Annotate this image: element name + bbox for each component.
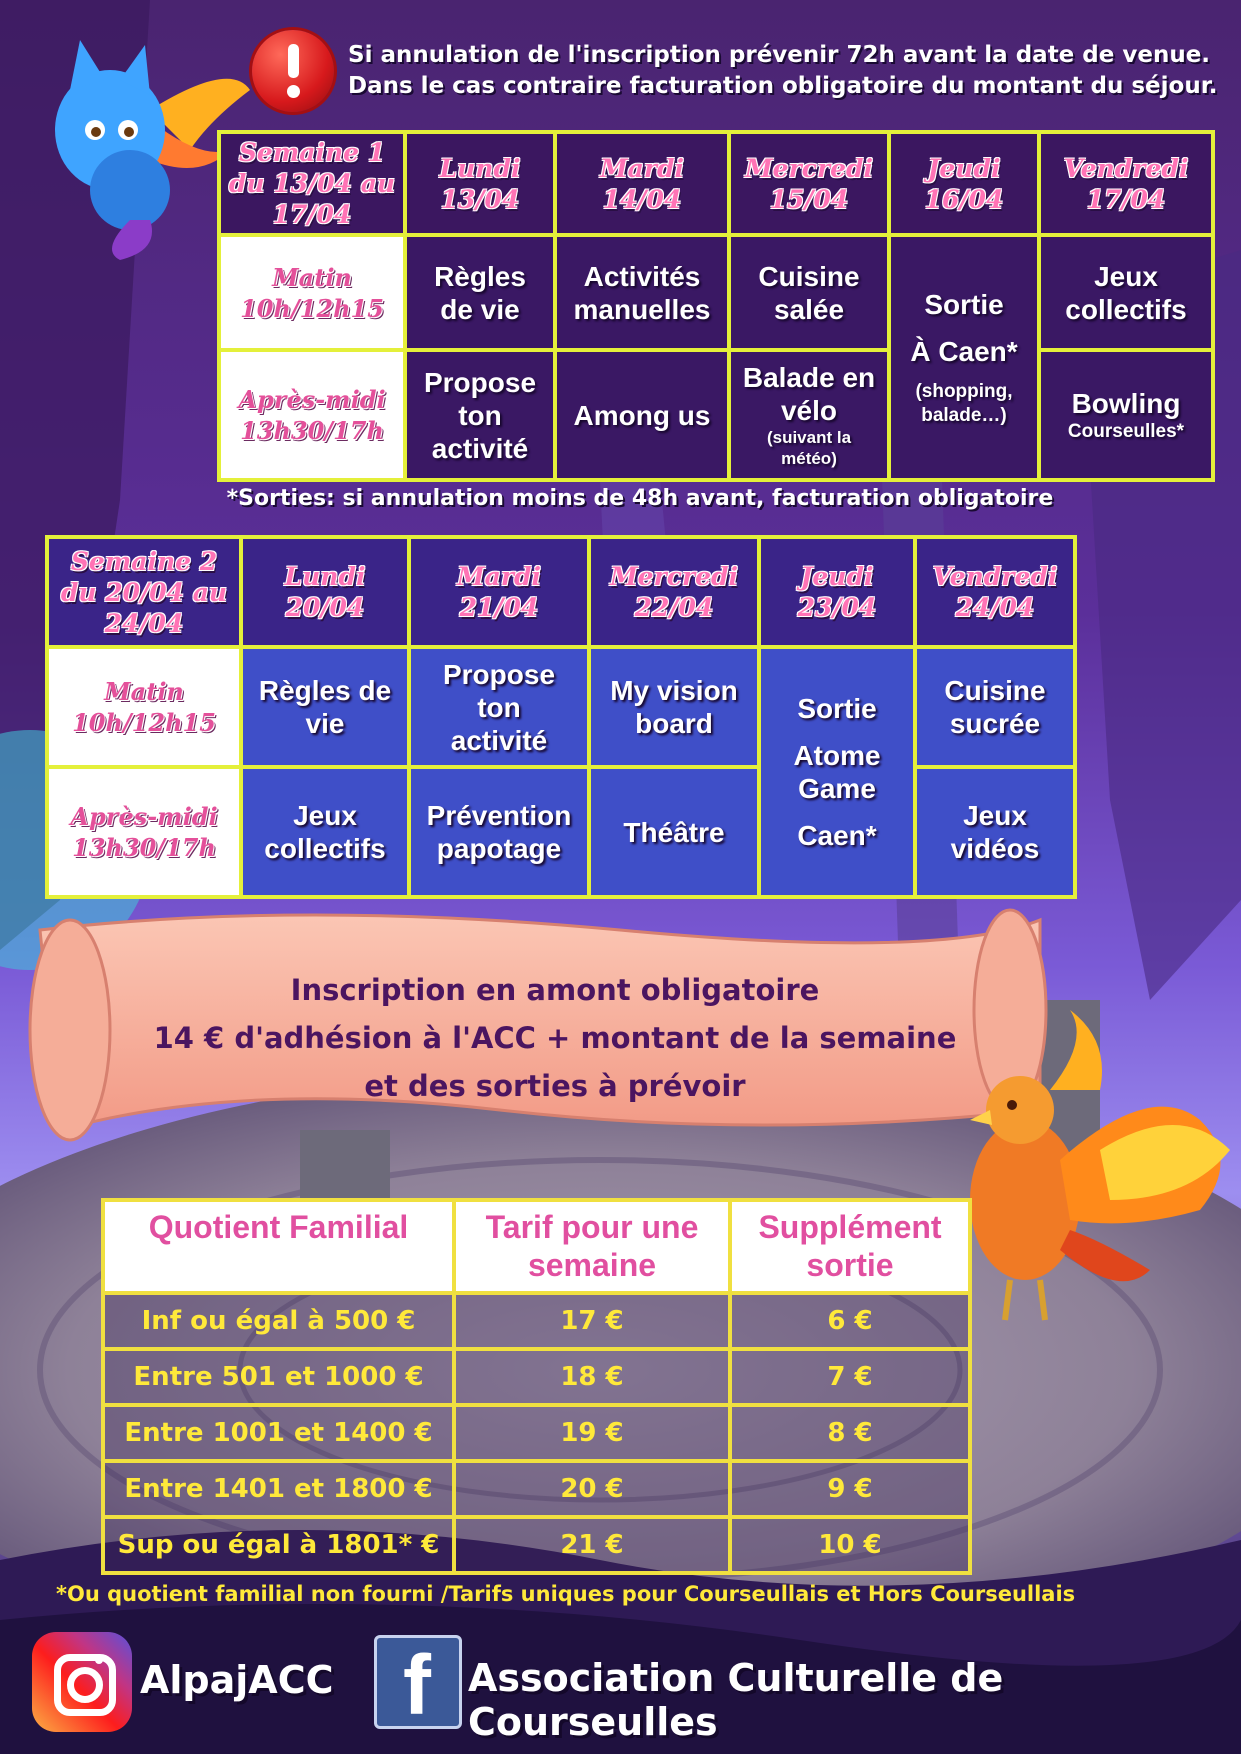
day-name: Vendredi bbox=[932, 562, 1058, 591]
instagram-handle[interactable]: AlpajACC bbox=[140, 1658, 334, 1702]
week1-day-header bbox=[889, 132, 1039, 235]
activity-line: Règles bbox=[434, 260, 526, 292]
week1-title-line: 17/04 bbox=[272, 200, 352, 229]
activity-line: Sortie bbox=[924, 288, 1004, 320]
activity-line: Cuisine bbox=[758, 260, 860, 292]
week-price-cell: 19 € bbox=[454, 1405, 730, 1461]
week1-schedule-table bbox=[217, 130, 1215, 482]
morning-label bbox=[219, 235, 405, 350]
activity-line: activité bbox=[431, 432, 529, 464]
week2-title-line: 24/04 bbox=[104, 608, 184, 638]
activity-line: Théâtre bbox=[623, 816, 725, 848]
table-row bbox=[103, 1461, 970, 1517]
activity-line: Propose bbox=[442, 658, 556, 690]
week1-day-header bbox=[555, 132, 729, 235]
activity-line: manuelles bbox=[573, 293, 711, 325]
week2-title-line: du 20/04 au bbox=[60, 577, 228, 607]
activity-line: Jeux bbox=[963, 800, 1027, 831]
week2-title-line: Semaine 2 bbox=[70, 546, 218, 576]
table-row bbox=[103, 1517, 970, 1573]
activity-detail: (suivant la bbox=[766, 428, 852, 447]
week1-title-line: Semaine 1 bbox=[238, 138, 386, 167]
tariff-header: Quotient Familial bbox=[103, 1200, 454, 1293]
activity-line: collectifs bbox=[264, 833, 386, 864]
activity-cell bbox=[1039, 235, 1213, 350]
slot-name: Après-midi bbox=[238, 385, 386, 414]
activity-line: Activités bbox=[583, 260, 701, 292]
banner-line: et des sorties à prévoir bbox=[364, 1069, 746, 1103]
activity-cell-full-day bbox=[759, 647, 915, 897]
activity-detail: Courseulles* bbox=[1067, 420, 1185, 442]
activity-line: My vision bbox=[610, 675, 738, 706]
activity-cell bbox=[589, 647, 759, 767]
activity-cell bbox=[729, 235, 889, 350]
day-date: 13/04 bbox=[440, 184, 520, 214]
day-name: Mercredi bbox=[744, 153, 874, 183]
day-date: 15/04 bbox=[769, 184, 849, 214]
activity-cell bbox=[241, 647, 409, 767]
activity-cell bbox=[405, 350, 555, 480]
tariff-header: Tarif pour une semaine bbox=[454, 1200, 730, 1293]
day-name: Vendredi bbox=[1063, 153, 1189, 183]
quotient-cell: Entre 1401 et 1800 € bbox=[103, 1461, 454, 1517]
activity-line: ton bbox=[458, 399, 502, 431]
quotient-cell: Sup ou égal à 1801* € bbox=[103, 1517, 454, 1573]
activity-line: activité bbox=[450, 724, 548, 756]
slot-name: Matin bbox=[272, 262, 352, 292]
activity-line: vélo bbox=[780, 395, 838, 426]
day-name: Jeudi bbox=[800, 562, 874, 591]
activity-line: Jeux bbox=[1094, 260, 1158, 292]
week2-day-header bbox=[409, 537, 589, 647]
activity-line: salée bbox=[773, 293, 845, 325]
facebook-icon[interactable]: f bbox=[374, 1635, 462, 1729]
morning-label bbox=[47, 647, 241, 767]
activity-cell bbox=[589, 767, 759, 897]
activity-cell bbox=[405, 235, 555, 350]
outings-cancellation-note: *Sorties: si annulation moins de 48h avant, facturation obligatoire bbox=[226, 486, 1054, 511]
activity-cell bbox=[915, 767, 1075, 897]
outing-supplement-cell: 6 € bbox=[730, 1293, 970, 1349]
slot-name: Matin bbox=[104, 677, 184, 706]
day-name: Jeudi bbox=[927, 153, 1001, 183]
day-date: 23/04 bbox=[797, 593, 877, 622]
day-date: 16/04 bbox=[924, 184, 1004, 214]
activity-cell bbox=[241, 767, 409, 897]
activity-line: Propose bbox=[423, 366, 537, 398]
activity-line: À Caen* bbox=[910, 335, 1018, 367]
day-date: 22/04 bbox=[634, 593, 714, 622]
week-price-cell: 18 € bbox=[454, 1349, 730, 1405]
activity-line: Bowling bbox=[1071, 387, 1181, 419]
slot-name: Après-midi bbox=[70, 802, 218, 831]
quotient-footnote: *Ou quotient familial non fourni /Tarifs uniques pour Courseullais et Hors Courseullais bbox=[56, 1582, 1076, 1606]
activity-detail: (shopping, bbox=[915, 380, 1013, 402]
quotient-cell: Entre 1001 et 1400 € bbox=[103, 1405, 454, 1461]
day-date: 17/04 bbox=[1086, 184, 1166, 214]
week-price-cell: 20 € bbox=[454, 1461, 730, 1517]
day-date: 21/04 bbox=[459, 593, 539, 622]
slot-hours: 13h30/17h bbox=[72, 833, 216, 862]
slot-hours: 13h30/17h bbox=[240, 416, 384, 445]
activity-line: Prévention bbox=[426, 800, 572, 831]
week1-day-header bbox=[405, 132, 555, 235]
activity-cell bbox=[1039, 350, 1213, 480]
slot-hours: 10h/12h15 bbox=[72, 708, 216, 737]
activity-line: vidéos bbox=[950, 833, 1040, 864]
activity-line: papotage bbox=[436, 833, 562, 864]
day-name: Mercredi bbox=[609, 562, 739, 591]
activity-cell bbox=[729, 350, 889, 480]
outing-supplement-cell: 8 € bbox=[730, 1405, 970, 1461]
week1-title bbox=[219, 132, 405, 235]
quotient-cell: Entre 501 et 1000 € bbox=[103, 1349, 454, 1405]
week1-title-line: du 13/04 au bbox=[228, 169, 396, 198]
week1-day-header bbox=[729, 132, 889, 235]
week2-day-header bbox=[589, 537, 759, 647]
afternoon-label bbox=[47, 767, 241, 897]
instagram-icon[interactable] bbox=[32, 1632, 132, 1732]
activity-line: Cuisine bbox=[944, 675, 1046, 706]
table-row bbox=[103, 1293, 970, 1349]
activity-cell bbox=[915, 647, 1075, 767]
day-date: 24/04 bbox=[955, 593, 1035, 622]
quotient-cell: Inf ou égal à 500 € bbox=[103, 1293, 454, 1349]
week2-day-header bbox=[241, 537, 409, 647]
activity-line: Caen* bbox=[797, 820, 877, 851]
activity-cell-full-day bbox=[889, 235, 1039, 480]
table-row bbox=[103, 1349, 970, 1405]
exclamation-alert-icon bbox=[252, 30, 334, 112]
cancellation-notice bbox=[348, 40, 1228, 102]
activity-line: ton bbox=[477, 691, 521, 723]
activity-cell bbox=[555, 235, 729, 350]
activity-line: collectifs bbox=[1065, 293, 1187, 325]
notice-line-2: Dans le cas contraire facturation obligatoire du montant du séjour. bbox=[348, 73, 1218, 99]
week2-day-header bbox=[915, 537, 1075, 647]
activity-line: Sortie bbox=[797, 693, 877, 724]
week2-title bbox=[47, 537, 241, 647]
activity-line: Game bbox=[798, 773, 876, 804]
day-date: 14/04 bbox=[602, 184, 682, 214]
outing-supplement-cell: 10 € bbox=[730, 1517, 970, 1573]
day-name: Mardi bbox=[599, 153, 685, 183]
activity-cell bbox=[409, 647, 589, 767]
tariffs-table bbox=[101, 1198, 972, 1575]
activity-line: Règles de bbox=[258, 675, 392, 706]
activity-line: Atome bbox=[793, 740, 881, 771]
facebook-page-name[interactable]: Association Culturelle de Courseulles bbox=[468, 1656, 1004, 1744]
activity-line: sucrée bbox=[949, 708, 1041, 739]
outing-supplement-cell: 7 € bbox=[730, 1349, 970, 1405]
activity-line: board bbox=[635, 708, 713, 739]
slot-hours: 10h/12h15 bbox=[240, 293, 384, 323]
activity-line: de vie bbox=[440, 293, 520, 325]
afternoon-label bbox=[219, 350, 405, 480]
activity-detail: météo) bbox=[781, 449, 837, 468]
week-price-cell: 17 € bbox=[454, 1293, 730, 1349]
activity-line: Jeux bbox=[293, 800, 357, 831]
banner-line: 14 € d'adhésion à l'ACC + montant de la semaine bbox=[153, 1021, 957, 1055]
week-price-cell: 21 € bbox=[454, 1517, 730, 1573]
day-name: Lundi bbox=[284, 562, 366, 591]
week2-day-header bbox=[759, 537, 915, 647]
day-date: 20/04 bbox=[285, 593, 365, 622]
notice-line-1: Si annulation de l'inscription prévenir 72h avant la date de venue. bbox=[348, 42, 1211, 68]
activity-line: vie bbox=[305, 708, 345, 739]
day-name: Mardi bbox=[456, 562, 542, 591]
activity-cell bbox=[555, 350, 729, 480]
banner-line: Inscription en amont obligatoire bbox=[290, 973, 820, 1007]
table-row bbox=[103, 1405, 970, 1461]
activity-cell bbox=[409, 767, 589, 897]
tariff-header: Supplément sortie bbox=[730, 1200, 970, 1293]
activity-detail: balade…) bbox=[921, 404, 1007, 426]
day-name: Lundi bbox=[439, 153, 521, 183]
activity-line: Among us bbox=[573, 399, 711, 431]
week2-schedule-table bbox=[45, 535, 1077, 899]
activity-line: Balade en bbox=[742, 362, 876, 393]
week1-day-header bbox=[1039, 132, 1213, 235]
outing-supplement-cell: 9 € bbox=[730, 1461, 970, 1517]
registration-banner bbox=[90, 966, 1020, 1110]
